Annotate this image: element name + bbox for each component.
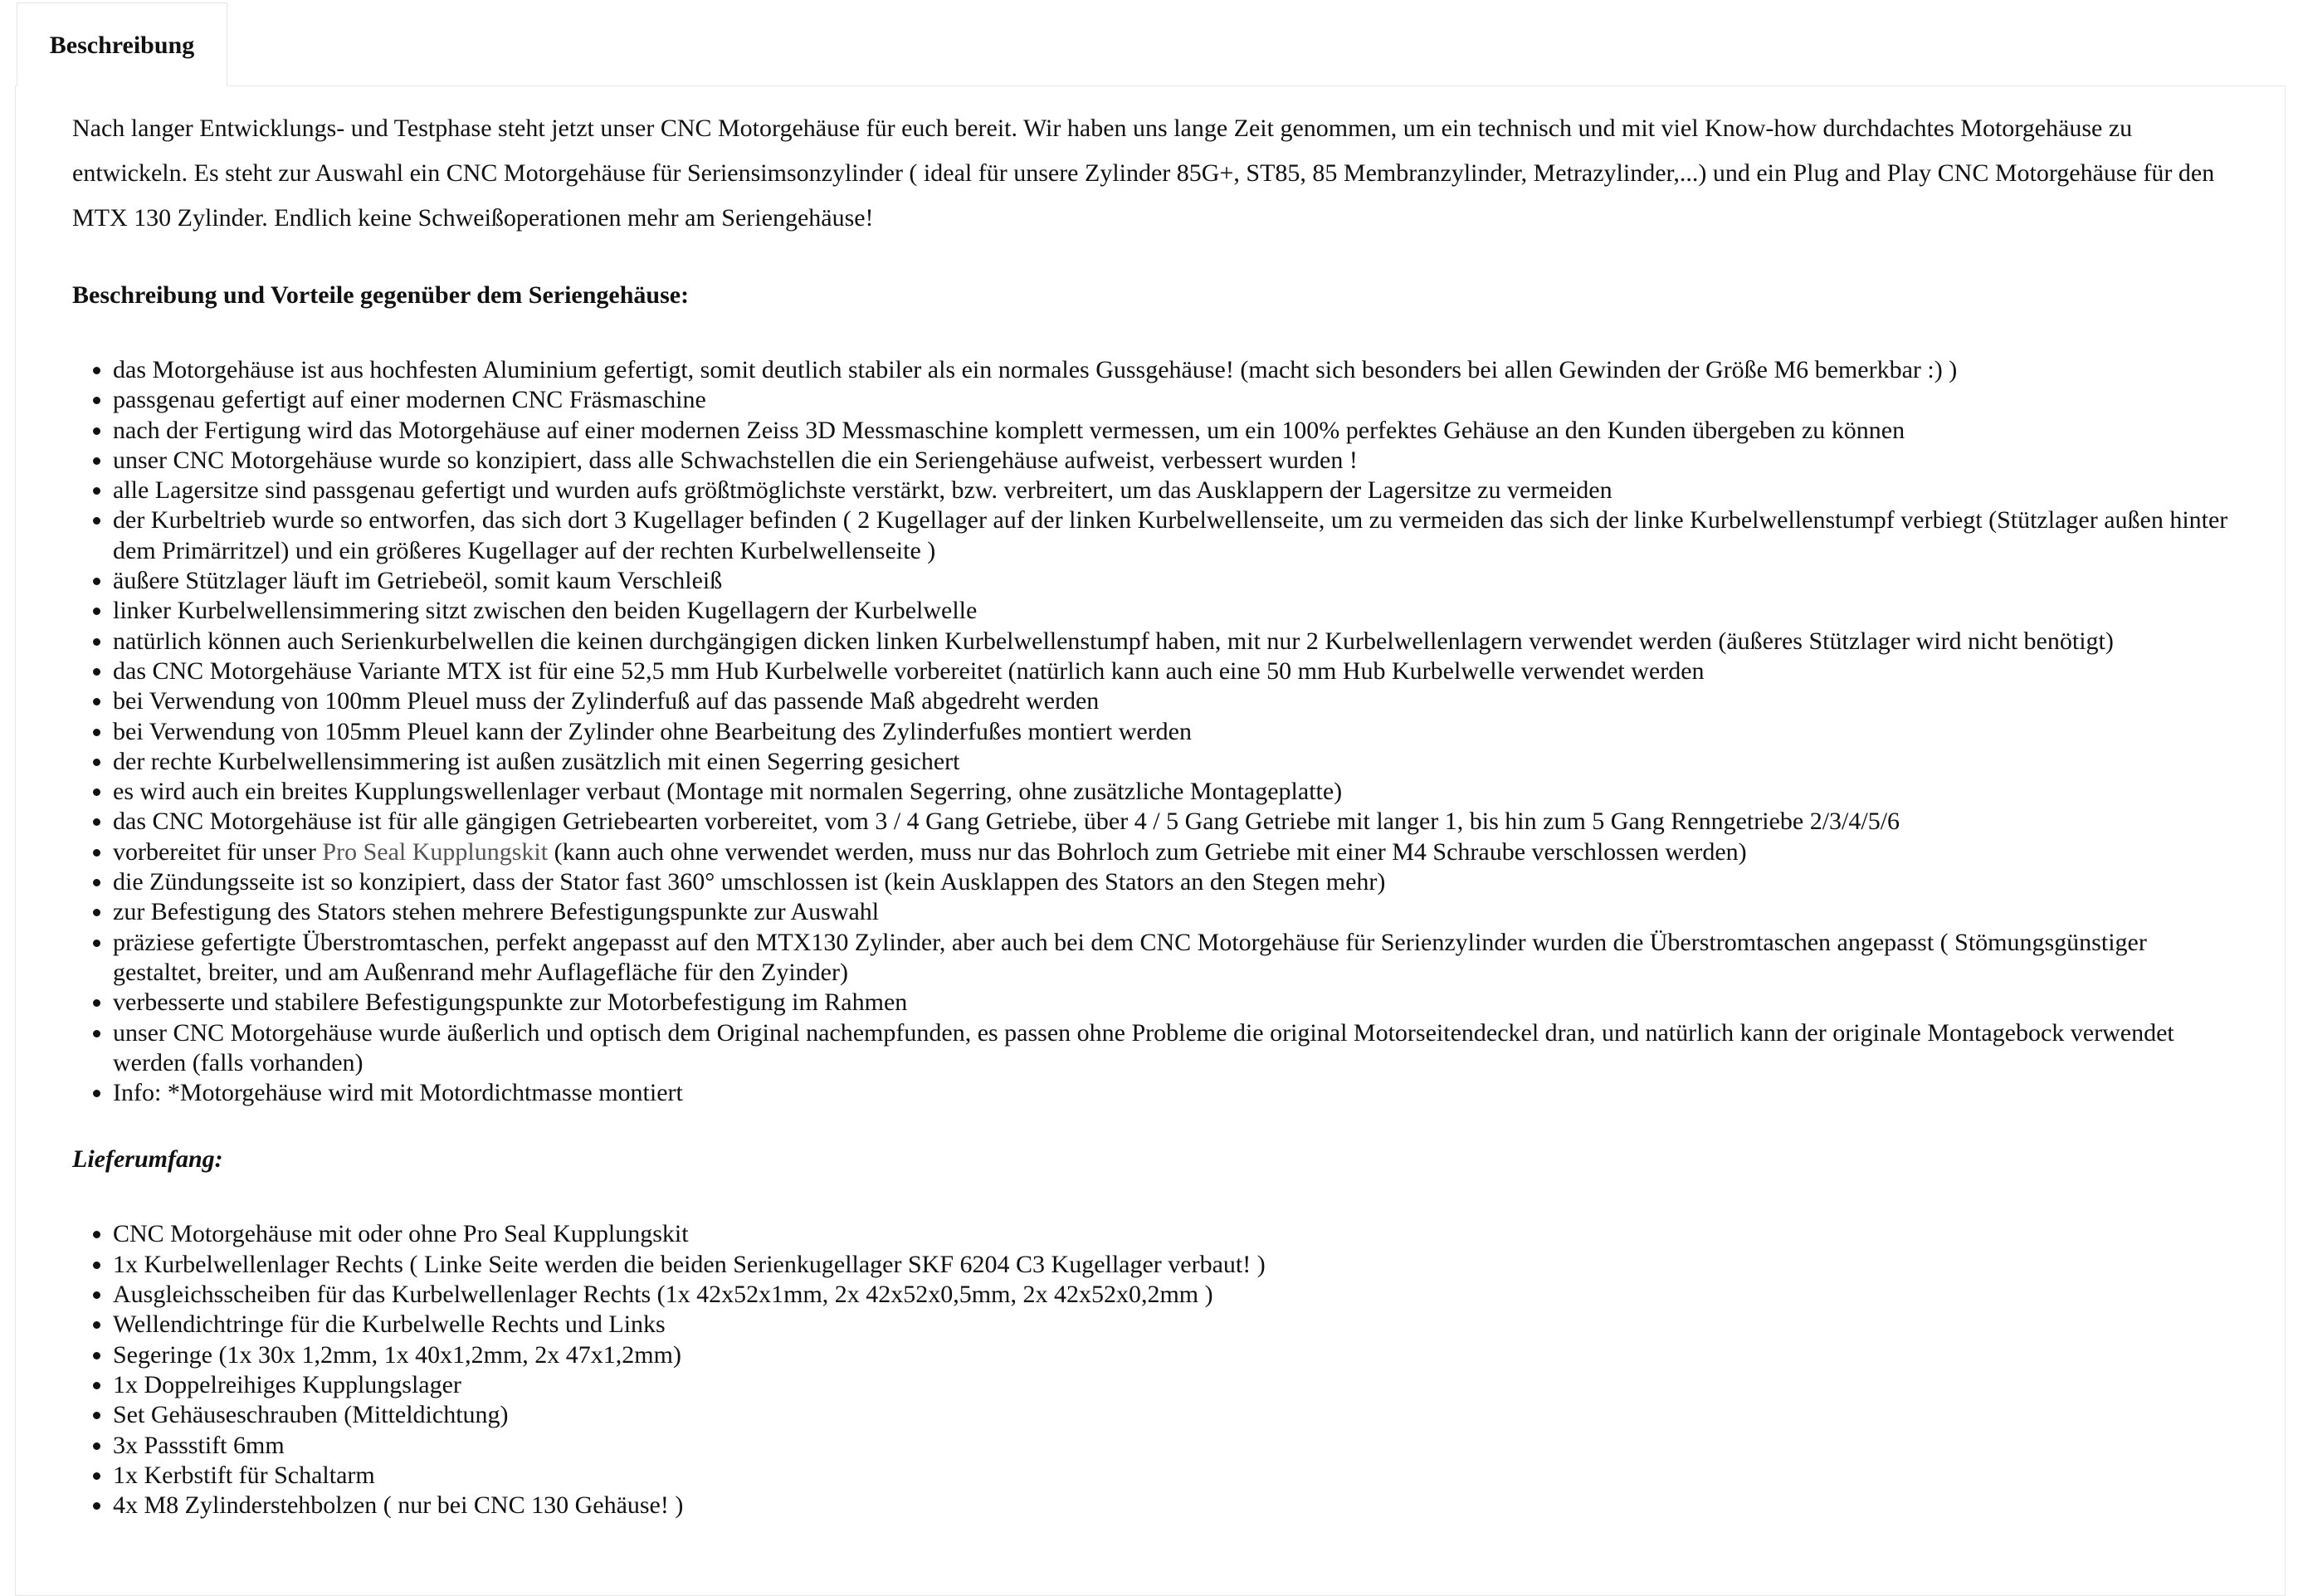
vorteile-heading: Beschreibung und Vorteile gegenüber dem Seriengehäuse: xyxy=(72,281,690,309)
list-item: • bei Verwendung von 100mm Pleuel muss der Zylinderfuß auf das passende Maß abgedreht werden xyxy=(113,686,2230,716)
list-item: • alle Lagersitze sind passgenau gefertigt und wurden aufs größtmöglichste verstärkt, bzw. verbreitert, um das Ausklappern der Lagersitze zu vermeiden xyxy=(113,476,2230,505)
list-item: • die Zündungsseite ist so konzipiert, dass der Stator fast 360° umschlossen ist (kein Ausklappen des Stators an den Stegen mehr) xyxy=(113,867,2230,897)
list-item: • Ausgleichsscheiben für das Kurbelwellenlager Rechts (1x 42x52x1mm, 2x 42x52x0,5mm, 2x 42x52x0,2mm ) xyxy=(113,1280,2230,1310)
list-item: • es wird auch ein breites Kupplungswellenlager verbaut (Montage mit normalen Segerring, ohne zusätzliche Montageplatte) xyxy=(113,777,2230,807)
list-item: • bei Verwendung von 105mm Pleuel kann der Zylinder ohne Bearbeitung des Zylinderfußes montiert werden xyxy=(113,717,2230,747)
lieferumfang-list xyxy=(72,1219,2230,1520)
intro-paragraph: Nach langer Entwicklungs- und Testphase steht jetzt unser CNC Motorgehäuse für euch bereit. Wir haben uns lange Zeit genommen, um ein technisch und mit viel Know-how durchdachtes Motorgehäuse zu entwickeln. Es steht zur Auswahl ein CNC Motorgehäuse für Seriensimsonzylinder ( ideal für unsere Zylinder 85G+, ST85, 85 Membranzylinder, Metrazylinder,...) und ein Plug and Play CNC Motorgehäuse für den MTX 130 Zylinder. Endlich keine Schweißoperationen mehr am Seriengehäuse! xyxy=(72,115,2215,232)
tab-beschreibung[interactable]: Beschreibung xyxy=(17,2,227,86)
list-item: • 4x M8 Zylinderstehbolzen ( nur bei CNC 130 Gehäuse! ) xyxy=(113,1491,2230,1520)
list-item: • Info: *Motorgehäuse wird mit Motordichtmasse montiert xyxy=(113,1078,2230,1108)
list-item: • das CNC Motorgehäuse Variante MTX ist für eine 52,5 mm Hub Kurbelwelle vorbereitet (natürlich kann auch eine 50 mm Hub Kurbelwelle verwendet werden xyxy=(113,656,2230,686)
list-item: • linker Kurbelwellensimmering sitzt zwischen den beiden Kugellagern der Kurbelwelle xyxy=(113,596,2230,626)
list-item-text: vorbereitet für unser xyxy=(113,837,323,866)
list-item: • das CNC Motorgehäuse ist für alle gängigen Getriebearten vorbereitet, vom 3 / 4 Gang Getriebe, über 4 / 5 Gang Getriebe mit langer 1, bis hin zum 5 Gang Renngetriebe 2/3/4/5/6 xyxy=(113,807,2230,837)
list-item: • 1x Kurbelwellenlager Rechts ( Linke Seite werden die beiden Serienkugellager SKF 6204 C3 Kugellager verbaut! ) xyxy=(113,1250,2230,1280)
list-item: • 3x Passstift 6mm xyxy=(113,1431,2230,1461)
list-item: • 1x Kerbstift für Schaltarm xyxy=(113,1461,2230,1491)
list-item: • CNC Motorgehäuse mit oder ohne Pro Seal Kupplungskit xyxy=(113,1219,2230,1249)
list-item: • nach der Fertigung wird das Motorgehäuse auf einer modernen Zeiss 3D Messmaschine komplett vermessen, um ein 100% perfektes Gehäuse an den Kunden übergeben zu können xyxy=(113,416,2230,446)
list-item: • verbesserte und stabilere Befestigungspunkte zur Motorbefestigung im Rahmen xyxy=(113,988,2230,1018)
pro-seal-kupplungskit-link[interactable]: Pro Seal Kupplungskit xyxy=(322,837,549,866)
list-item: • zur Befestigung des Stators stehen mehrere Befestigungspunkte zur Auswahl xyxy=(113,897,2230,927)
list-item: • der rechte Kurbelwellensimmering ist außen zusätzlich mit einen Segerring gesichert xyxy=(113,747,2230,777)
list-item-text: (kann auch ohne verwendet werden, muss nur das Bohrloch zum Getriebe mit einer M4 Schraube verschlossen werden) xyxy=(548,837,1747,866)
list-item: • das Motorgehäuse ist aus hochfesten Aluminium gefertigt, somit deutlich stabiler als ein normales Gussgehäuse! (macht sich besonders bei allen Gewinden der Größe M6 bemerkbar :) ) xyxy=(113,355,2230,385)
list-item: • passgenau gefertigt auf einer modernen CNC Fräsmaschine xyxy=(113,385,2230,415)
list-item: • 1x Doppelreihiges Kupplungslager xyxy=(113,1370,2230,1400)
list-item: • unser CNC Motorgehäuse wurde so konzipiert, dass alle Schwachstellen die ein Seriengehäuse aufweist, verbessert wurden ! xyxy=(113,446,2230,476)
list-item xyxy=(113,837,2230,867)
list-item: • äußere Stützlager läuft im Getriebeöl, somit kaum Verschleiß xyxy=(113,566,2230,596)
description-content xyxy=(72,106,2230,1520)
tab-bar xyxy=(0,0,2298,86)
list-item: • Set Gehäuseschrauben (Mitteldichtung) xyxy=(113,1400,2230,1430)
list-item: • Wellendichtringe für die Kurbelwelle Rechts und Links xyxy=(113,1310,2230,1340)
list-item: • präziese gefertigte Überstromtaschen, perfekt angepasst auf den MTX130 Zylinder, aber auch bei dem CNC Motorgehäuse für Serienzylinder wurden die Überstromtaschen angepasst ( Stömungsgünstiger gestaltet, breiter, und am Außenrand mehr Auflagefläche für den Zyinder) xyxy=(113,928,2230,988)
list-item: • unser CNC Motorgehäuse wurde äußerlich und optisch dem Original nachempfunden, es passen ohne Probleme die original Motorseitendeckel dran, und natürlich kann der originale Montagebock verwendet werden (falls vorhanden) xyxy=(113,1018,2230,1079)
vorteile-list xyxy=(72,355,2230,1108)
list-item: • der Kurbeltrieb wurde so entworfen, das sich dort 3 Kugellager befinden ( 2 Kugellager auf der linken Kurbelwellenseite, um zu vermeiden das sich der linke Kurbelwellenstumpf verbiegt (Stützlager außen hinter dem Primärritzel) und ein größeres Kugellager auf der rechten Kurbelwellenseite ) xyxy=(113,505,2230,566)
list-item: • natürlich können auch Serienkurbelwellen die keinen durchgängigen dicken linken Kurbelwellenstumpf haben, mit nur 2 Kurbelwellenlagern verwendet werden (äußeres Stützlager wird nicht benötigt) xyxy=(113,627,2230,656)
list-item: • Segeringe (1x 30x 1,2mm, 1x 40x1,2mm, 2x 47x1,2mm) xyxy=(113,1340,2230,1370)
lieferumfang-heading: Lieferumfang: xyxy=(72,1145,223,1174)
